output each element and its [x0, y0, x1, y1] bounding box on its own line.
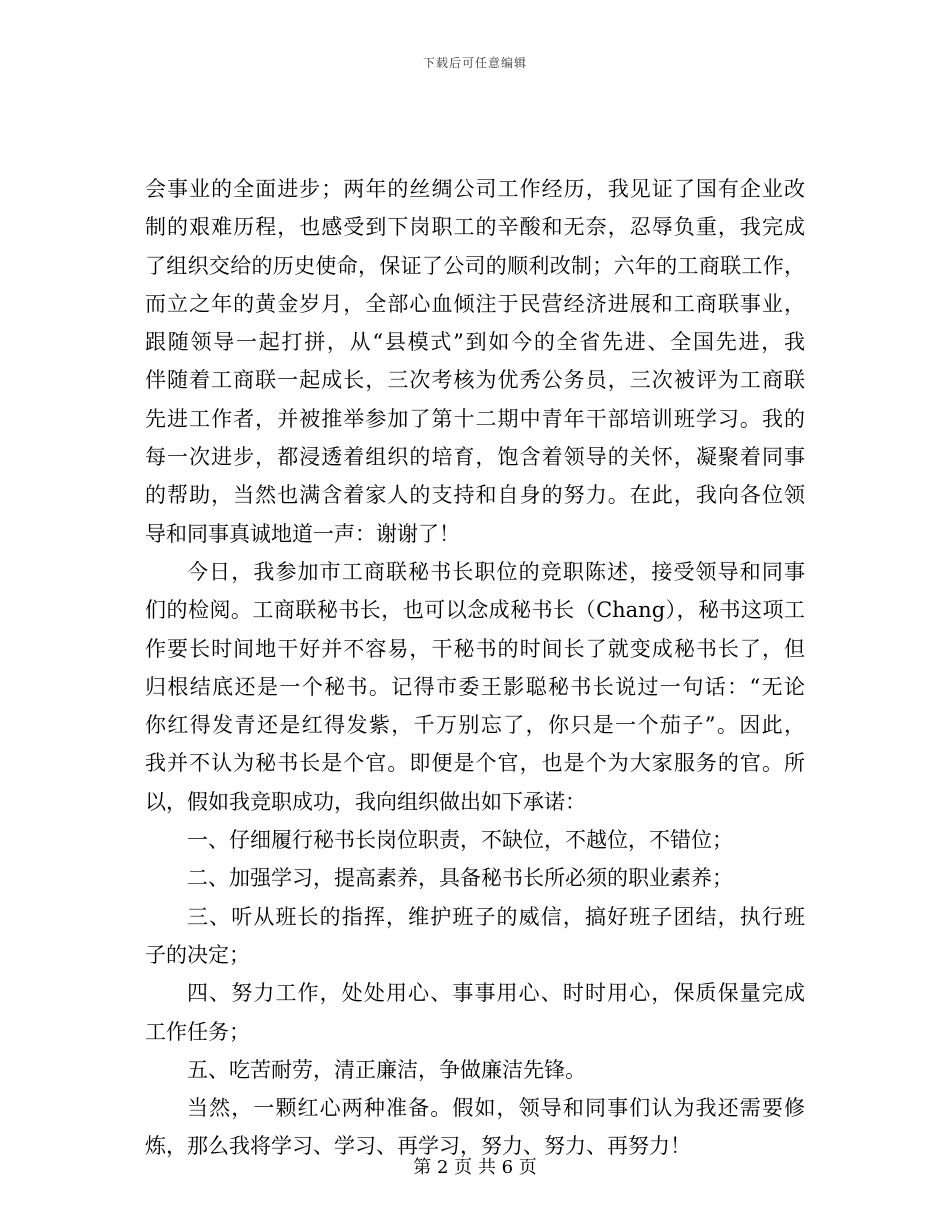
text-line: 跟随领导一起打拼，从“县模式”到如今的全省先进、全国先进，我	[145, 330, 805, 355]
pledge-item	[145, 821, 805, 859]
text-line: 三、听从班长的指挥，维护班子的威信，搞好班子团结，执行班	[187, 904, 805, 929]
pledge-item	[145, 974, 805, 1051]
text-line: 二、加强学习，提高素养，具备秘书长所必须的职业素养；	[187, 866, 733, 891]
text-line: 我并不认为秘书长是个官。即便是个官，也是个为大家服务的官。所	[145, 751, 805, 776]
text-line: 会事业的全面进步；两年的丝绸公司工作经历，我见证了国有企业改	[145, 177, 805, 201]
text-line: 导和同事真诚地道一声：谢谢了！	[145, 521, 460, 546]
text-line: 以，假如我竞职成功，我向组织做出如下承诺：	[145, 789, 586, 814]
text-line: 你红得发青还是红得发紫，千万别忘了，你只是一个茄子”。因此，	[145, 713, 805, 738]
text-line: 子的决定；	[145, 942, 250, 967]
paragraph	[145, 553, 805, 821]
text-line: 伴随着工商联一起成长，三次考核为优秀公务员，三次被评为工商联	[145, 368, 805, 393]
text-line: 工作任务；	[145, 1019, 250, 1044]
text-line: 了组织交给的历史使命，保证了公司的顺利改制；六年的工商联工作，	[145, 253, 805, 278]
text-line: 五、吃苦耐劳，清正廉洁，争做廉洁先锋。	[187, 1057, 586, 1082]
page-header-note: 下载后可任意编辑	[422, 56, 527, 70]
page-number: 第 2 页 共 6 页	[413, 1157, 537, 1178]
text-line: 炼，那么我将学习、学习、再学习，努力、努力、再努力！	[145, 1134, 691, 1159]
text-line: 归根结底还是一个秘书。记得市委王影聪秘书长说过一句话：“无论	[145, 674, 805, 699]
text-line: 今日，我参加市工商联秘书长职位的竞职陈述，接受领导和同事	[187, 559, 805, 584]
text-line: 作要长时间地干好并不容易，干秘书的时间长了就变成秘书长了，但	[145, 636, 805, 661]
text-line: 先进工作者，并被推举参加了第十二期中青年干部培训班学习。我的	[145, 406, 805, 431]
text-line: 每一次进步，都浸透着组织的培育，饱含着领导的关怀，凝聚着同事	[145, 445, 805, 470]
text-line: 一、仔细履行秘书长岗位职责，不缺位，不越位，不错位；	[187, 828, 733, 853]
text-line: 当然，一颗红心两种准备。假如，领导和同事们认为我还需要修	[187, 1096, 805, 1121]
text-line: 四、努力工作，处处用心、事事用心、时时用心，保质保量完成	[187, 981, 805, 1006]
paragraph	[145, 170, 805, 553]
pledge-item	[145, 1051, 805, 1089]
document-body	[145, 170, 805, 1166]
text-line: 的帮助，当然也满含着家人的支持和自身的努力。在此，我向各位领	[145, 483, 805, 508]
text-line: 们的检阅。工商联秘书长，也可以念成秘书长（Chang），秘书这项工	[145, 598, 805, 623]
pledge-item	[145, 859, 805, 897]
text-line: 制的艰难历程，也感受到下岗职工的辛酸和无奈，忍辱负重，我完成	[145, 215, 805, 240]
pledge-item	[145, 898, 805, 975]
text-line: 而立之年的黄金岁月，全部心血倾注于民营经济进展和工商联事业，	[145, 291, 805, 316]
